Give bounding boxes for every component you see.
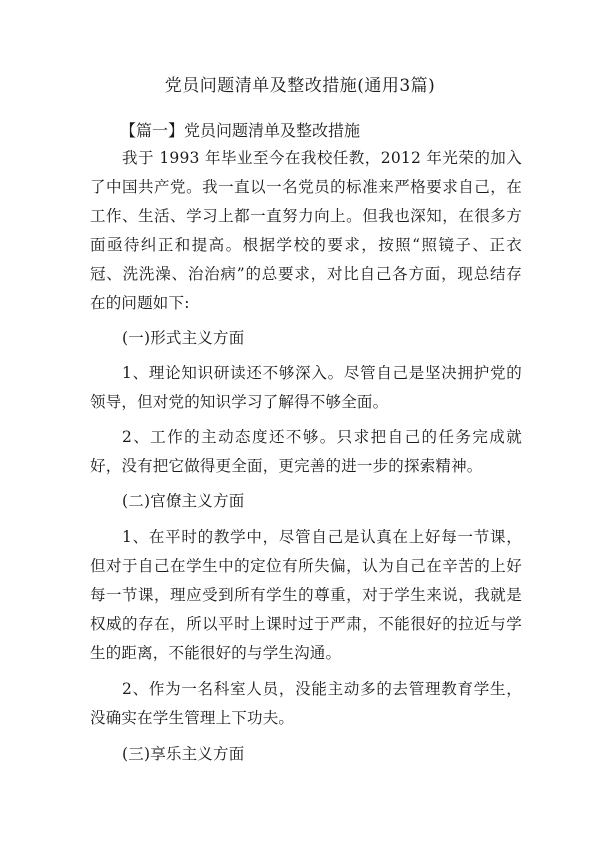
paragraph-formalism-2: 2、工作的主动态度还不够。只求把自己的任务完成就好，没有把它做得更全面，更完善的进一步的探索精神。 <box>90 428 522 475</box>
intro-paragraph: 我于 1993 年毕业至今在我校任教，2012 年光荣的加入了中国共产党。我一直以一名党员的标准来严格要求自己，在工作、生活、学习上都一直努力向上。但我也深知，在很多方面亟待纠正和提高。根据学校的要求，按照“照镜子、正衣冠、洗洗澡、治治病”的总要求，对比自己各方面，现总结存在的问题如下: <box>90 149 522 312</box>
subsection-heading-formalism: (一)形式主义方面 <box>122 329 245 347</box>
subsection-heading-hedonism: (三)享乐主义方面 <box>122 745 245 763</box>
paragraph-bureaucratism-2: 2、作为一名科室人员，没能主动多的去管理教育学生，没确实在学生管理上下功夫。 <box>90 680 522 727</box>
paragraph-formalism-1: 1、理论知识研读还不够深入。尽管自己是坚决拥护党的领导，但对党的知识学习了解得不够全面。 <box>90 364 522 411</box>
document-title: 党员问题清单及整改措施(通用3篇) <box>164 76 436 96</box>
document-body <box>90 144 522 769</box>
subsection-heading-bureaucratism: (二)官僚主义方面 <box>122 492 245 510</box>
paragraph-bureaucratism-1: 1、在平时的教学中，尽管自己是认真在上好每一节课，但对于自己在学生中的定位有所失偏，认为自己在辛苦的上好每一节课，理应受到所有学生的尊重，对于学生来说，我就是权威的存在，所以平时上课时过于严肃，不能很好的拉近与学生的距离，不能很好的与学生沟通。 <box>90 528 522 662</box>
section-heading: 【篇一】党员问题清单及整改措施 <box>120 121 361 140</box>
